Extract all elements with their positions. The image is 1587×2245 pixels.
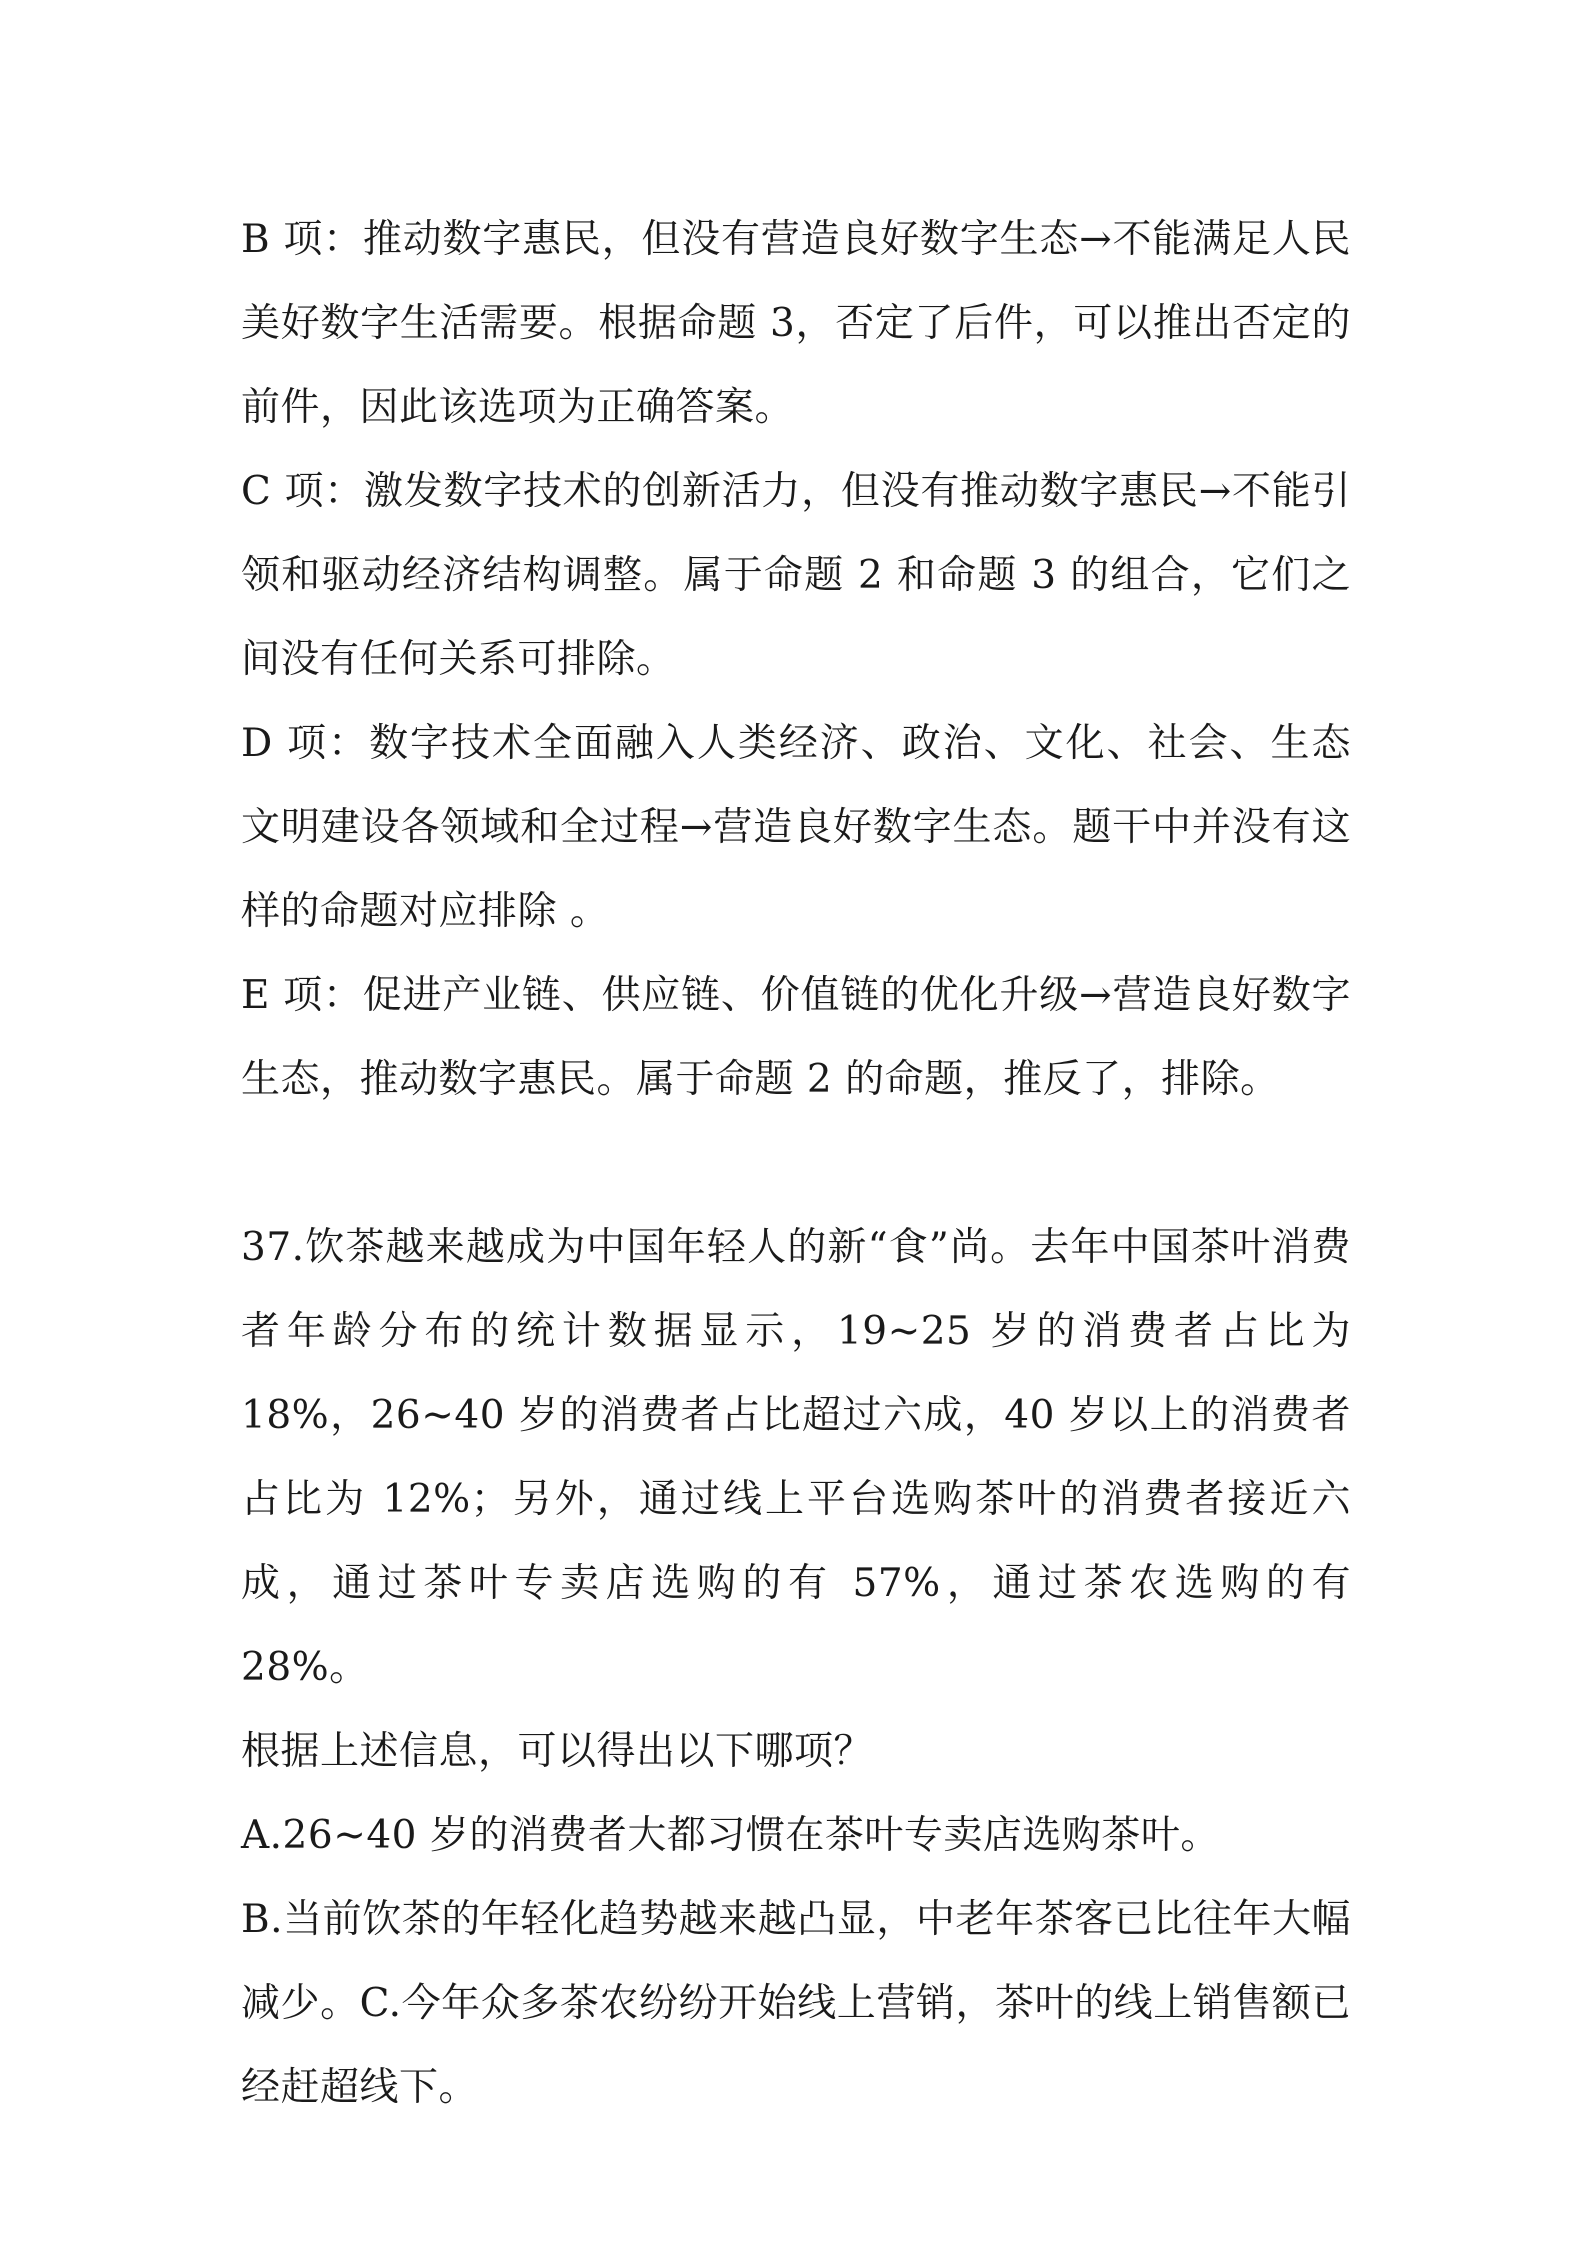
- section-gap: [241, 1122, 1351, 1206]
- analysis-option-b: B 项：推动数字惠民，但没有营造良好数字生态→不能满足人民美好数字生活需要。根据命题 3，否定了后件，可以推出否定的前件，因此该选项为正确答案。: [241, 217, 1351, 430]
- analysis-option-d: D 项：数字技术全面融入人类经济、政治、文化、社会、生态文明建设各领域和全过程→营造良好数字生态。题干中并没有这样的命题对应排除 。: [241, 721, 1351, 934]
- question-37-option-a: A.26~40 岁的消费者大都习惯在茶叶专卖店选购茶叶。: [241, 1813, 1220, 1858]
- question-37-stem: 37.饮茶越来越成为中国年轻人的新“食”尚。去年中国茶叶消费者年龄分布的统计数据显示，19~25 岁的消费者占比为 18%，26~40 岁的消费者占比超过六成，40 岁以上的消费者占比为 12%；另外，通过线上平台选购茶叶的消费者接近六成，通过茶叶专卖店选购的有 57%，通过茶农选购的有 28%。: [241, 1225, 1351, 1690]
- question-37-prompt: 根据上述信息，可以得出以下哪项？: [241, 1729, 874, 1774]
- analysis-option-e: E 项：促进产业链、供应链、价值链的优化升级→营造良好数字生态，推动数字惠民。属于命题 2 的命题，推反了，排除。: [241, 973, 1351, 1102]
- analysis-option-c: C 项：激发数字技术的创新活力，但没有推动数字惠民→不能引领和驱动经济结构调整。属于命题 2 和命题 3 的组合，它们之间没有任何关系可排除。: [241, 469, 1351, 682]
- question-37-option-b-c: B.当前饮茶的年轻化趋势越来越凸显，中老年茶客已比往年大幅减少。C.今年众多茶农纷纷开始线上营销，茶叶的线上销售额已经赶超线下。: [241, 1897, 1351, 2110]
- page-content: [241, 198, 1351, 2130]
